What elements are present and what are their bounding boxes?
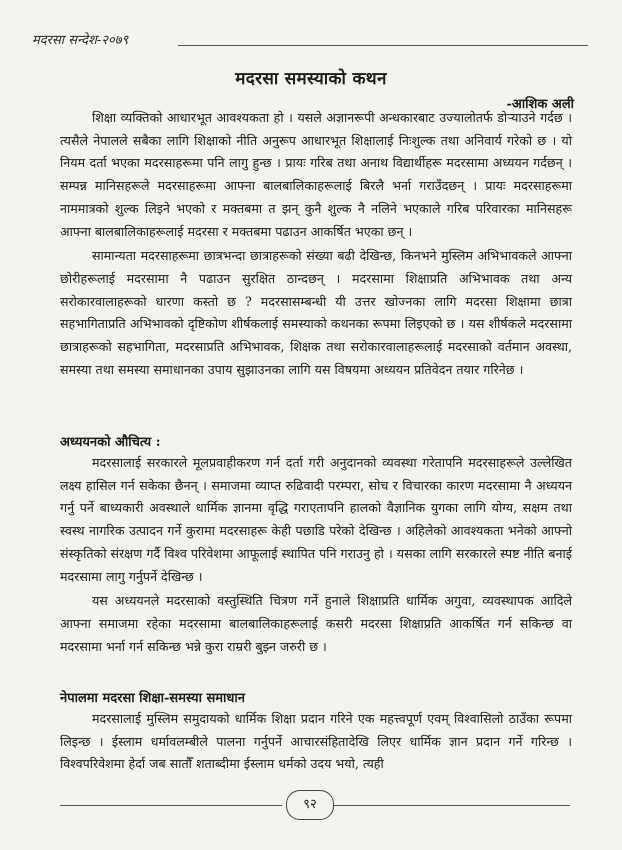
article-title: मदरसा समस्याको कथन — [235, 69, 387, 89]
section-heading: अध्ययनको औचित्य : — [60, 435, 161, 450]
section-2-text — [60, 708, 572, 778]
article-author: -आशिक अली — [506, 97, 574, 112]
paragraph: मदरसालाई सरकारले मूलप्रवाहीकरण गर्न दर्ता गरी अनुदानको व्यवस्था गरेतापनि मदरसाहरूले उल्लेखित लक्ष्य हासिल गर्न सकेका छैनन् । समाजमा व्याप्त रुढिवादी परम्परा, सोच र विचारका कारण मदरसामा नै अध्ययन गर्नु पर्ने बाध्यकारी अवस्थाले धार्मिक ज्ञानमा वृद्धि गराएतापनि हालको वैज्ञानिक युगका लागि योग्य, सक्षम तथा स्वस्थ नागरिक उत्पादन गर्ने कुरामा मदरसाहरू केही पछाडि परेको देखिन्छ । अहिलेको आवश्यकता भनेको आफ्नो संस्कृतिको संरक्षण गर्दै विश्व परिवेशमा आफूलाई स्थापित पनि गराउनु हो । यसका लागि सरकारले स्पष्ट नीति बनाई मदरसामा लागु गर्नुपर्ने देखिन्छ । — [60, 455, 572, 584]
section-1-text — [60, 452, 572, 660]
paragraph: मदरसालाई मुस्लिम समुदायको धार्मिक शिक्षा प्रदान गरिने एक महत्त्वपूर्ण एवम् विश्वासिलो ठाउँका रूपमा लिइन्छ । ईस्लाम धर्मावलम्बीले पालना गर्नुपर्ने आचारसंहितादेखि लिएर धार्मिक ज्ञान प्रदान गर्ने गरिन्छ । विश्वपरिवेशमा हेर्दा जब सातौँ शताब्दीमा ईस्लाम धर्मको उदय भयो, त्यही — [60, 711, 572, 772]
paragraph: सामान्यता मदरसाहरूमा छात्रभन्दा छात्राहरूको संख्या बढी देखिन्छ, किनभने मुस्लिम अभिभावकले आफ्ना छोरीहरूलाई मदरसामा नै पढाउन सुरक्षित ठान्दछन् । मदरसामा शिक्षाप्रति अभिभावक तथा अन्य सरोकारवालाहरूको धारणा कस्तो छ ? मदरसासम्बन्धी यी उत्तर खोज्नका लागि मदरसा शिक्षामा छात्रा सहभागिताप्रति अभिभावको दृष्टिकोण शीर्षकलाई समस्याको कथनका रूपमा लिइएको छ । यस शीर्षकले मदरसामा छात्राहरूको सहभागिता, मदरसाप्रति अभिभावक, शिक्षक तथा सरोकारवालाहरूलाई मदरसाको वर्तमान अवस्था, समस्या तथा समस्या समाधानका उपाय सुझाउनका लागि यस विषयमा अध्ययन प्रतिवेदन तयार गरिनेछ । — [60, 248, 572, 377]
paragraph: शिक्षा व्यक्तिको आधारभूत आवश्यकता हो । यसले अज्ञानरूपी अन्धकारबाट उज्यालोतर्फ डोर्‍याउने गर्दछ । त्यसैले नेपालले सबैका लागि शिक्षाको नीति अनुरूप आधारभूत शिक्षालाई निःशुल्क तथा अनिवार्य गरेको छ । यो नियम दर्ता भएका मदरसाहरूमा पनि लागु हुन्छ । प्रायः गरिब तथा अनाथ विद्यार्थीहरू मदरसामा अध्ययन गर्दछन् । सम्पन्न मानिसहरूले मदरसाहरूमा आफ्ना बालबालिकाहरूलाई बिरलै भर्ना गराउँदछन् । प्रायः मदरसाहरूमा नाममात्रको शुल्क लिइने भएको र मक्तबमा त झन् कुनै शुल्क नै नलिने भएकाले गरिब परिवारका मानिसहरू आफ्ना बालबालिकाहरूलाई मदरसा र मक्तबमा पढाउन आकर्षित भएका छन् । — [60, 110, 572, 239]
section-heading: नेपालमा मदरसा शिक्षा-समस्या समाधान — [60, 691, 245, 706]
paragraph: यस अध्ययनले मदरसाको वस्तुस्थिति चित्रण गर्ने हुनाले शिक्षाप्रति धार्मिक अगुवा, व्यवस्थापक आदिले आफ्ना समाजमा रहेका मदरसामा बालबालिकाहरूलाई कसरी मदरसा शिक्षाप्रति आकर्षित गर्न सकिन्छ वा मदरसामा भर्ना गर्न सकिन्छ भन्ने कुरा राम्ररी बुझ्न जरुरी छ । — [60, 593, 572, 654]
page-number: ९२ — [286, 790, 334, 820]
footer-rule — [60, 805, 282, 806]
intro-text — [60, 107, 572, 383]
header-rule — [178, 45, 588, 46]
footer-rule — [334, 805, 570, 806]
running-header: मदरसा सन्देश-२०७९ — [32, 33, 129, 48]
